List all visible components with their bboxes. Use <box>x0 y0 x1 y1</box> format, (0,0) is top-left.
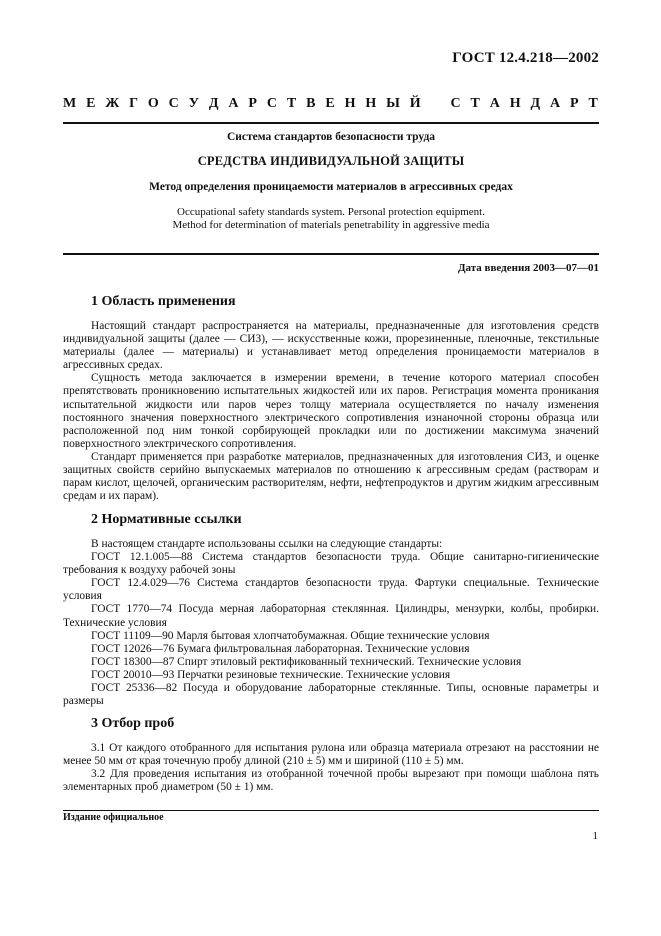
page-number: 1 <box>592 830 598 842</box>
section-1-body <box>63 320 599 503</box>
paragraph: 3.2 Для проведения испытания из отобранной точечной пробы вырезают при помощи шаблона пять элементарных проб диаметром (50 ± 1) мм. <box>63 768 599 794</box>
section-3-body <box>63 742 599 794</box>
edition-label: Издание официальное <box>63 812 164 823</box>
english-title <box>63 206 599 232</box>
reference-item: ГОСТ 18300—87 Спирт этиловый ректификованный технический. Технические условия <box>91 655 522 668</box>
reference-item: ГОСТ 1770—74 Посуда мерная лабораторная стеклянная. Цилиндры, мензурки, колбы, пробирки. Технические условия <box>63 603 599 629</box>
paragraph: Сущность метода заключается в измерении времени, в течение которого материал способен препятствовать проникновению испытательных жидкостей или их паров. Регистрация момента проникания испытательной жидкости или паров через толщу материала осуществляется по началу изменения постоянного значения поверхностного электрического сопротивления изнаночной стороны образца или расположенной под ним тонкой сорбирующей прокладки или по достижении максимума значений поверхностного электрического сопротивления. <box>63 372 599 450</box>
standard-number: ГОСТ 12.4.218—2002 <box>452 50 599 66</box>
paragraph: В настоящем стандарте использованы ссылки на следующие стандарты: <box>91 538 443 550</box>
interstate-standard-banner: М Е Ж Г О С У Д А Р С Т В Е Н Н Ы Й С Т А Н Д А Р Т <box>63 96 598 111</box>
paragraph: Стандарт применяется при разработке материалов, предназначенных для изготовления СИЗ, и оценке защитных свойств серийно выпускаемых материалов по отношению к агрессивным средам (растворам и парам кислот, щелочей, органическим растворителям, нефти, нефтепродуктов и другим жидким агрессивным средам и их парам). <box>63 450 599 503</box>
main-title: СРЕДСТВА ИНДИВИДУАЛЬНОЙ ЗАЩИТЫ <box>197 154 465 168</box>
reference-item: ГОСТ 11109—90 Марля бытовая хлопчатобумажная. Общие технические условия <box>91 629 490 642</box>
english-title-line-2: Method for determination of materials penetrability in aggressive media <box>172 219 490 231</box>
section-2-body <box>63 538 599 708</box>
reference-item: ГОСТ 12026—76 Бумага фильтровальная лабораторная. Технические условия <box>91 642 470 655</box>
introduction-date: Дата введения 2003—07—01 <box>457 262 599 274</box>
paragraph: Настоящий стандарт распространяется на материалы, предназначенные для изготовления средств индивидуальной защиты (далее — СИЗ), — искусственные кожи, прорезиненные, пленочные, текстильные материалы (далее — материалы) и устанавливает метод определения проницаемости материалов в агрессивных средах. <box>63 320 599 372</box>
title-rule <box>63 253 599 255</box>
reference-item: ГОСТ 20010—93 Перчатки резиновые технические. Технические условия <box>91 668 451 681</box>
section-3-heading: 3 Отбор проб <box>91 716 175 731</box>
english-title-line-1: Occupational safety standards system. Personal protection equipment. <box>177 206 485 218</box>
reference-item: ГОСТ 12.1.005—88 Система стандартов безопасности труда. Общие санитарно-гигиенические требования к воздуху рабочей зоны <box>63 551 599 577</box>
reference-item: ГОСТ 12.4.029—76 Система стандартов безопасности труда. Фартуки специальные. Технические условия <box>63 577 599 603</box>
footer-rule <box>63 810 599 811</box>
system-title: Система стандартов безопасности труда <box>226 131 436 143</box>
reference-item: ГОСТ 25336—82 Посуда и оборудование лабораторные стеклянные. Типы, основные параметры и размеры <box>63 682 599 708</box>
section-2-heading: 2 Нормативные ссылки <box>91 512 242 527</box>
method-title: Метод определения проницаемости материалов в агрессивных средах <box>149 181 513 193</box>
paragraph: 3.1 От каждого отобранного для испытания рулона или образца материала отрезают на расстоянии не менее 50 мм от края точечную пробу длиной (210 ± 5) мм и шириной (110 ± 5) мм. <box>63 742 599 768</box>
section-1-heading: 1 Область применения <box>91 294 236 309</box>
top-rule <box>63 122 599 124</box>
